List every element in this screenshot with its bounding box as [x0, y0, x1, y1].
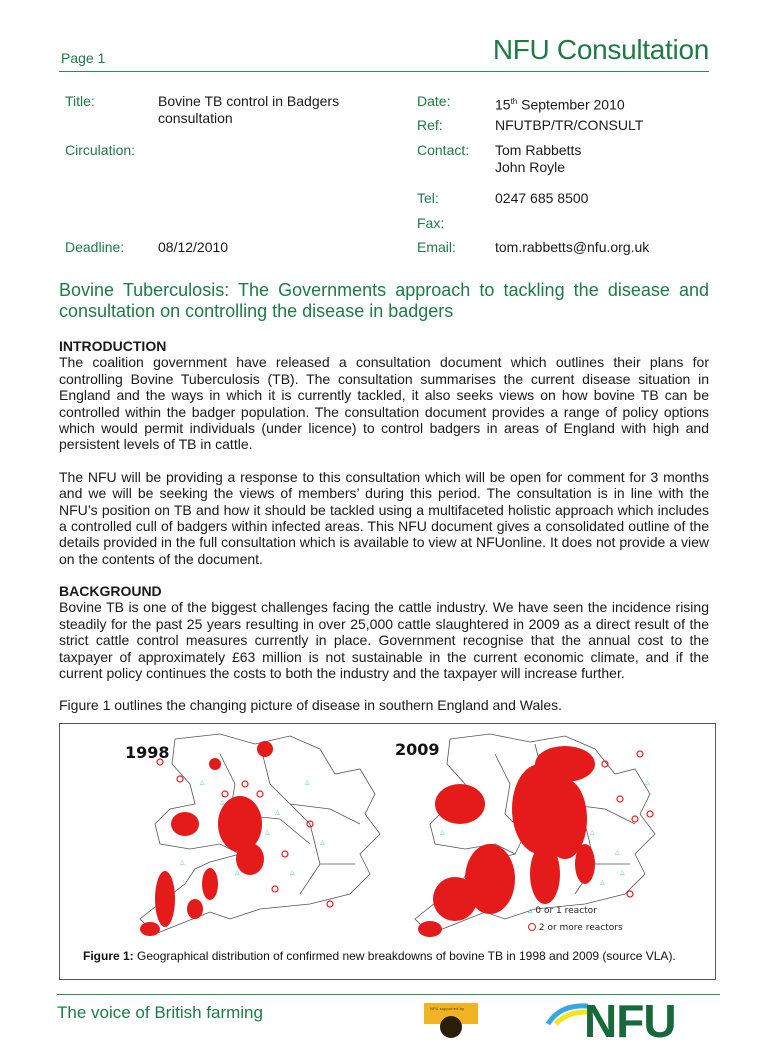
meta-tel-label: Tel: [417, 190, 439, 206]
svg-text:△: △ [620, 870, 625, 876]
meta-fax-label: Fax: [417, 215, 445, 231]
meta-date-label: Date: [417, 93, 451, 109]
meta-title-value: Bovine TB control in Badgers consultation [158, 93, 340, 126]
nfu-logo: NFU [540, 1002, 730, 1024]
meta-contact-label: Contact: [417, 142, 470, 158]
page-number: Page 1 [61, 50, 106, 66]
triangle-marker-icon: ▵ [528, 906, 533, 916]
background-paragraph-2: Figure 1 outlines the changing picture of disease in southern England and Wales. [59, 697, 563, 714]
svg-text:△: △ [180, 860, 185, 866]
meta-tel-value: 0247 685 8500 [495, 190, 589, 206]
meta-deadline-value: 08/12/2010 [158, 239, 229, 255]
meta-ref-value: NFUTBP/TR/CONSULT [495, 117, 644, 133]
meta-contact-value: Tom Rabbetts John Royle [495, 142, 582, 175]
meta-deadline-label: Deadline: [65, 239, 125, 255]
document-type-title: NFU Consultation [492, 34, 709, 65]
document-heading: Bovine Tuberculosis: The Governments approach to tackling the disease and consultation on controlling the disease in badgers [59, 280, 709, 321]
svg-text:△: △ [305, 780, 310, 786]
legend-item-high: 2 or more reactors [528, 920, 623, 937]
supporter-badge: NFU supported by [424, 1003, 478, 1024]
introduction-section [59, 338, 709, 567]
meta-email-value[interactable]: tom.rabbetts@nfu.org.uk [495, 239, 650, 255]
logo-swoosh-icon [540, 1002, 590, 1024]
badge-emblem-icon [440, 1016, 462, 1038]
circle-marker-icon [528, 923, 536, 931]
svg-text:△: △ [200, 780, 205, 786]
meta-email-label: Email: [417, 239, 456, 255]
introduction-paragraph-2: The NFU will be providing a response to this consultation which will be open for comment for 3 months and we will be seeking the views of members’ during this period. The consultation is in line with the NFU’s position on TB and how it should be tackled using a multifaceted holistic approach which includes a controlled cull of badgers within infected areas. This NFU document gives a consolidated outline of the details provided in the full consultation which is available to view at NFUonline. It does not provide a view on the contents of the document. [59, 468, 709, 567]
svg-text:△: △ [615, 850, 620, 856]
svg-text:△: △ [590, 830, 595, 836]
header-divider [59, 71, 709, 72]
svg-text:△: △ [645, 780, 650, 786]
meta-date-value: 15th September 2010 [495, 96, 625, 113]
map-1998-label: 1998 [125, 743, 170, 762]
background-paragraph-1: Bovine TB is one of the biggest challenges facing the cattle industry. We have seen the incidence rising steadily for the past 25 years resulting in over 25,000 cattle slaughtered in 2009 as a direct result of the strict cattle control measures currently in place. Government recognise that the annual cost to the taxpayer of approximately £63 million is not sustainable in the current economic climate, and if the current policy continues the costs to both the industry and the taxpayer will increase further. [59, 599, 709, 682]
meta-ref-label: Ref: [417, 117, 443, 133]
map-2009-label: 2009 [395, 740, 440, 759]
introduction-paragraph-1: The coalition government have released a consultation document which outlines their plans for controlling Bovine Tuberculosis (TB). The consultation summarises the current disease situation in England and the ways in which it is currently tackled, it also seeks views on how bovine TB can be controlled within the badger population. The consultation document provides a range of policy options which would permit individuals (under licence) to control badgers in areas of England with high and persistent levels of TB in cattle. [59, 354, 709, 453]
map-legend [528, 903, 623, 937]
background-title: BACKGROUND [59, 583, 162, 599]
svg-text:△: △ [320, 840, 325, 846]
meta-title-label: Title: [65, 93, 95, 109]
meta-circulation-label: Circulation: [65, 142, 136, 158]
svg-text:△: △ [265, 830, 270, 836]
introduction-title: INTRODUCTION [59, 338, 167, 354]
legend-item-low: ▵ 0 or 1 reactor [528, 906, 597, 916]
svg-text:△: △ [220, 800, 225, 806]
footer-tagline: The voice of British farming [57, 1003, 263, 1022]
background-section [59, 583, 709, 714]
figure-caption: Figure 1: Geographical distribution of confirmed new breakdowns of bovine TB in 1998 and 2009 (source VLA). [83, 949, 676, 963]
svg-text:△: △ [275, 810, 280, 816]
svg-text:△: △ [600, 880, 605, 886]
svg-text:△: △ [235, 870, 240, 876]
svg-text:△: △ [440, 830, 445, 836]
svg-text:△: △ [290, 870, 295, 876]
